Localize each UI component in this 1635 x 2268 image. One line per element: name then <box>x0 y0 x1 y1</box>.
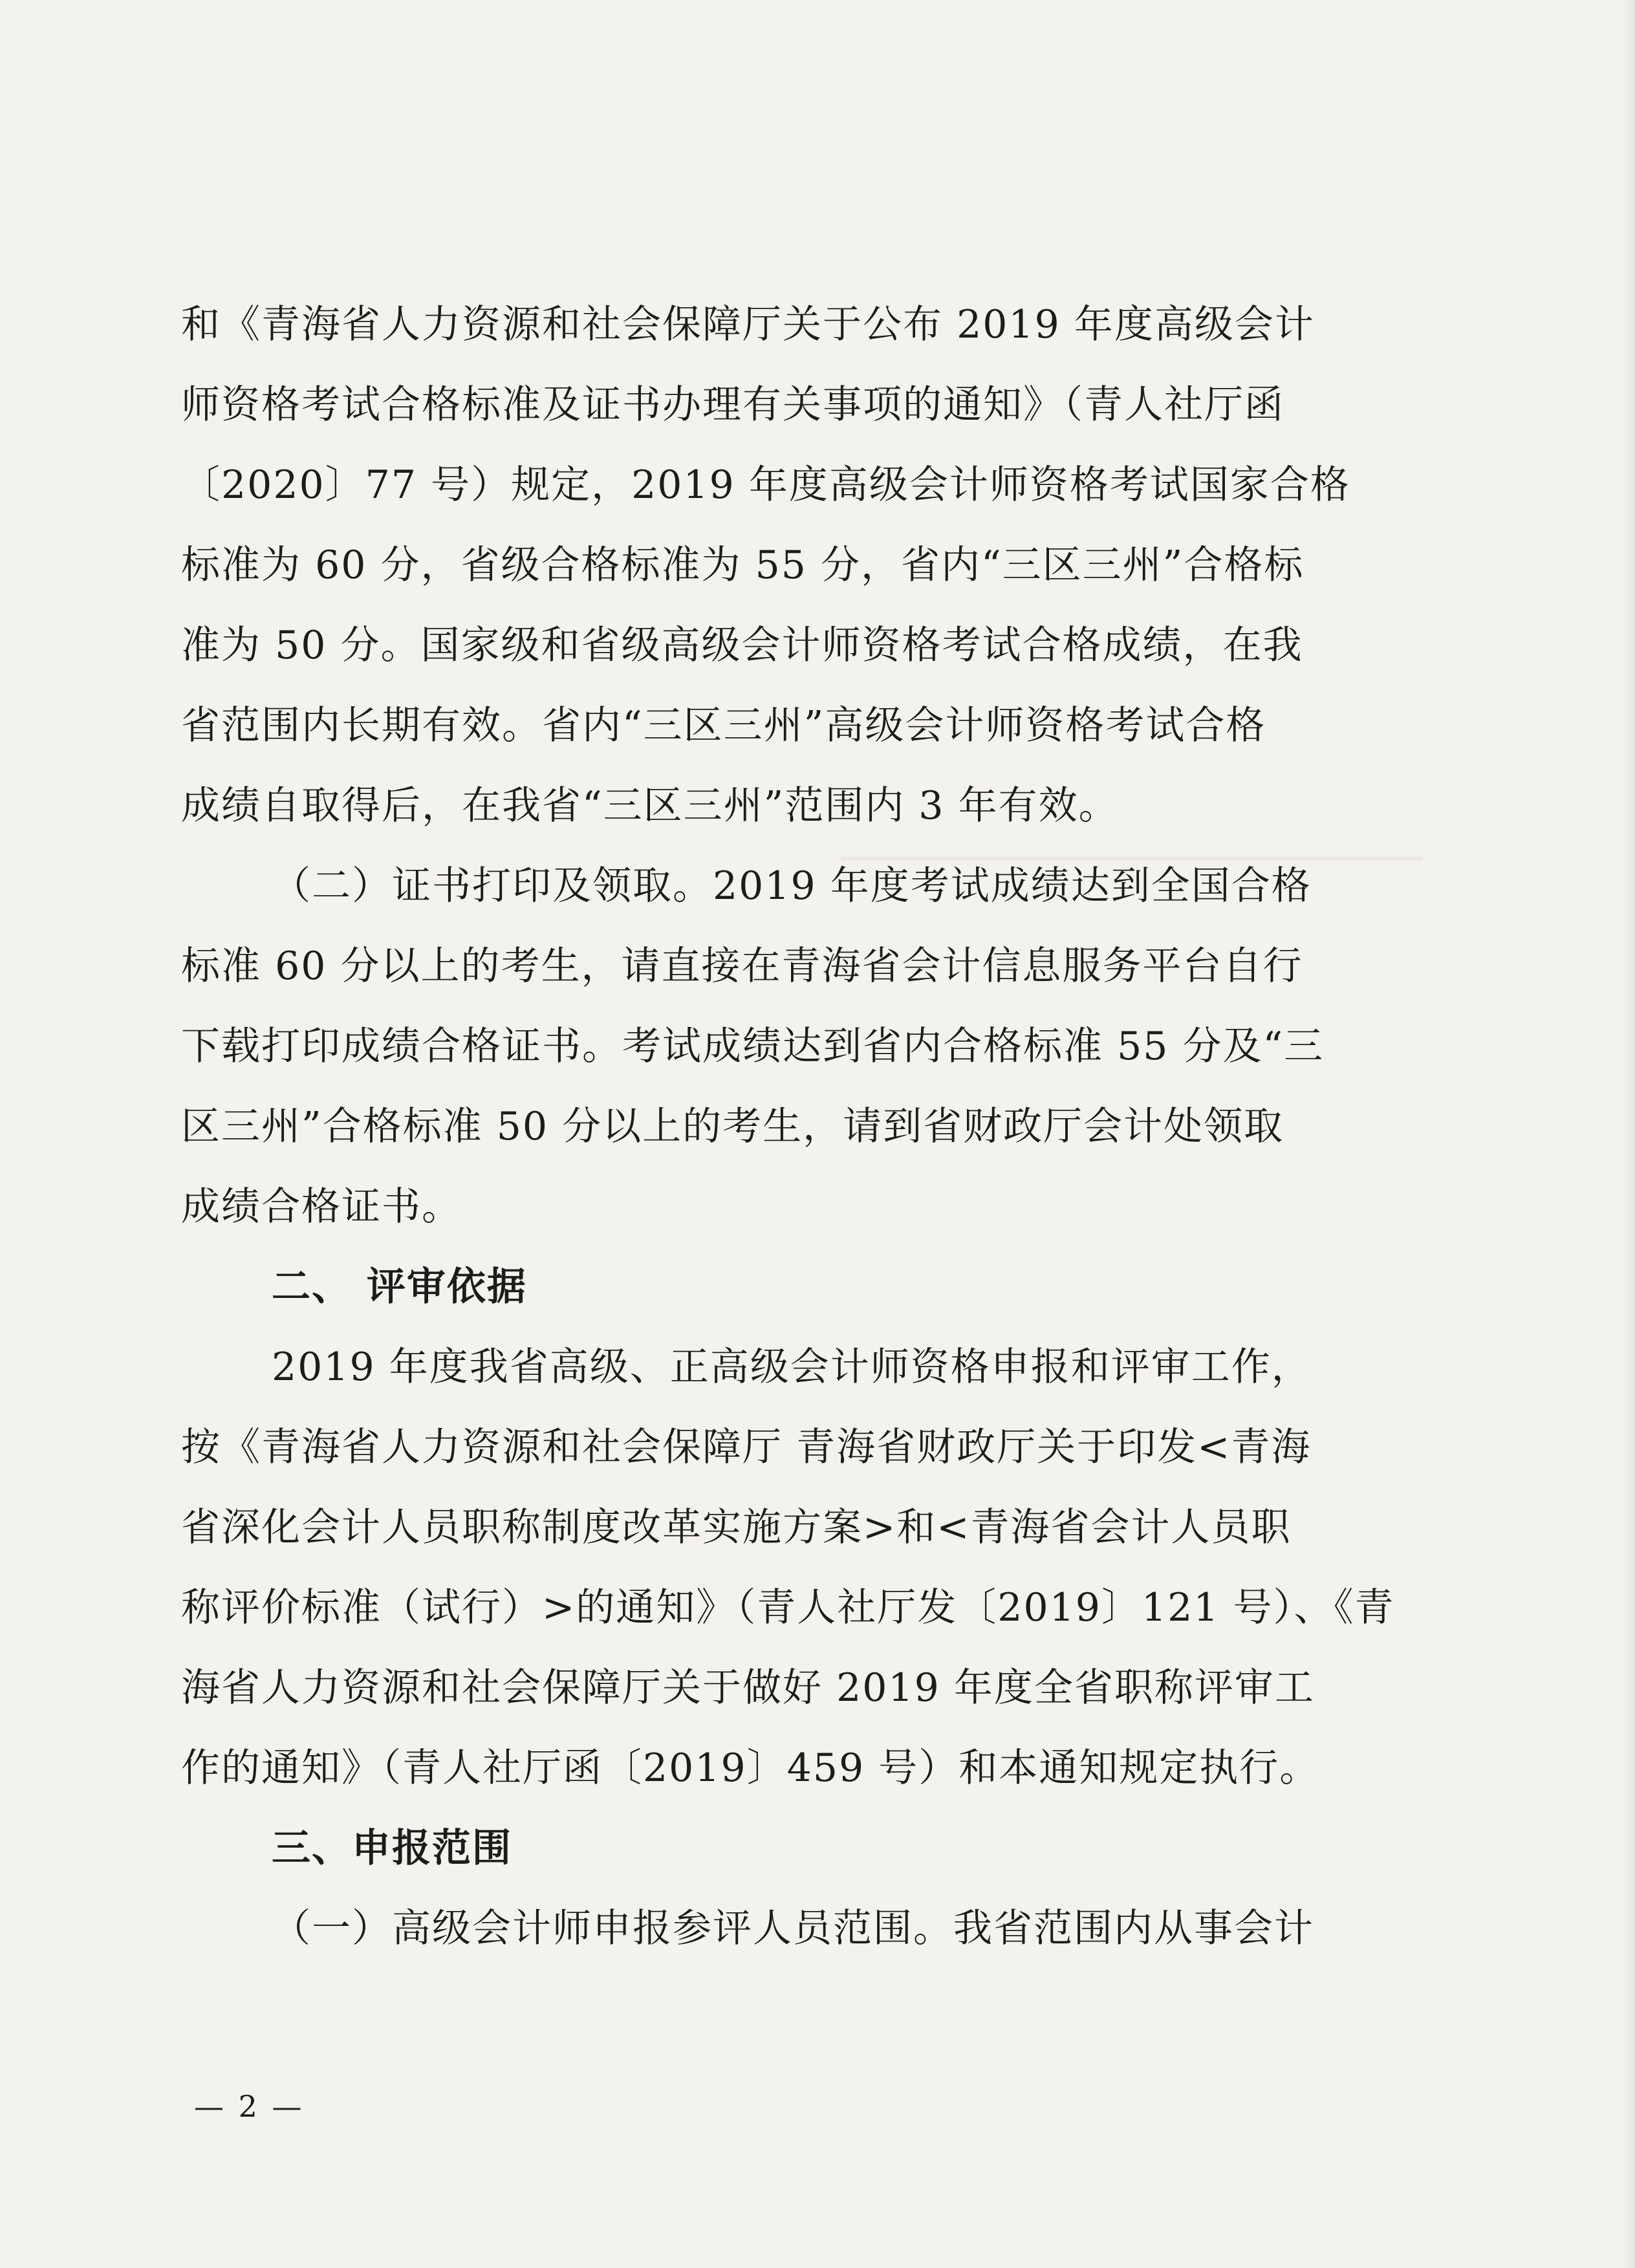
body-line: 成绩合格证书。 <box>181 1184 462 1229</box>
body-line: 师资格考试合格标准及证书办理有关事项的通知》（青人社厅函 <box>181 382 1284 427</box>
body-line: 〔2020〕77 号）规定，2019 年度高级会计师资格考试国家合格 <box>181 462 1350 508</box>
paragraph-start-line: （一）高级会计师申报参评人员范围。我省范围内从事会计 <box>272 1906 1314 1951</box>
section-heading-review-basis: 二、 评审依据 <box>272 1264 527 1310</box>
body-line: 成绩自取得后，在我省“三区三州”范围内 3 年有效。 <box>181 783 1119 828</box>
paragraph-start-line: 2019 年度我省高级、正高级会计师资格申报和评审工作， <box>272 1345 1312 1390</box>
body-line: 下载打印成绩合格证书。考试成绩达到省内合格标准 55 分及“三 <box>181 1024 1325 1069</box>
body-line: 海省人力资源和社会保障厅关于做好 2019 年度全省职称评审工 <box>181 1665 1315 1711</box>
body-line: 区三州”合格标准 50 分以上的考生，请到省财政厅会计处领取 <box>181 1104 1284 1149</box>
scan-edge-shadow <box>1623 0 1635 2268</box>
body-line: 省范围内长期有效。省内“三区三州”高级会计师资格考试合格 <box>181 703 1266 748</box>
page-number: — 2 — <box>194 2089 305 2124</box>
body-line: 称评价标准（试行）>的通知》（青人社厅发〔2019〕121 号）、《青 <box>181 1585 1395 1630</box>
body-line: 作的通知》（青人社厅函〔2019〕459 号）和本通知规定执行。 <box>181 1745 1320 1791</box>
paragraph-start-line: （二）证书打印及领取。2019 年度考试成绩达到全国合格 <box>272 863 1312 909</box>
body-line: 省深化会计人员职称制度改革实施方案>和<青海省会计人员职 <box>181 1505 1292 1550</box>
body-line: 按《青海省人力资源和社会保障厅 青海省财政厅关于印发<青海 <box>181 1425 1312 1470</box>
document-body <box>181 285 1397 1969</box>
section-heading-application-scope: 三、申报范围 <box>272 1826 512 1871</box>
body-line: 标准 60 分以上的考生，请直接在青海省会计信息服务平台自行 <box>181 944 1303 989</box>
body-line: 标准为 60 分，省级合格标准为 55 分，省内“三区三州”合格标 <box>181 543 1305 588</box>
body-line: 和《青海省人力资源和社会保障厅关于公布 2019 年度高级会计 <box>181 302 1315 347</box>
body-line: 准为 50 分。国家级和省级高级会计师资格考试合格成绩，在我 <box>181 623 1303 668</box>
